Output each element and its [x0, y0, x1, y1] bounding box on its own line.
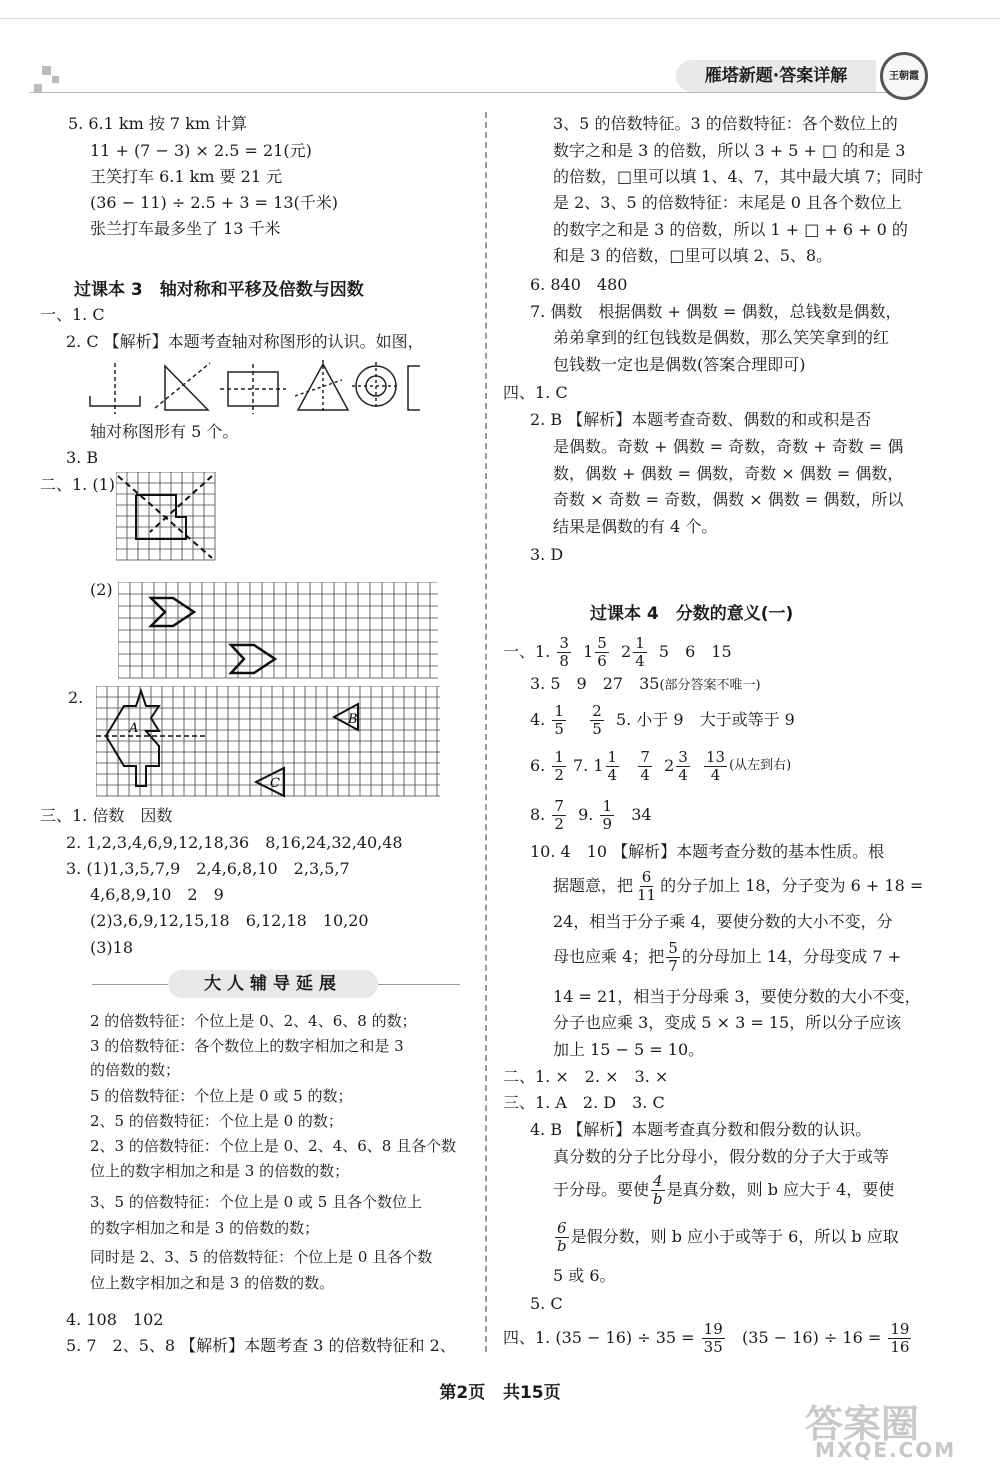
answer-line: 3. 5 9 27 35(部分答案不唯一)	[530, 674, 761, 693]
header-banner: 雁塔新题·答案详解	[676, 60, 876, 92]
answer-line: 3. B	[66, 448, 99, 467]
answer-line: 24，相当于分子乘 4，要使分数的大小不变，分	[553, 912, 893, 931]
answer-line: 是偶数。奇数 + 偶数 = 奇数，奇数 + 奇数 = 偶	[553, 437, 904, 456]
fraction: $\frac{1}{4}$	[607, 747, 618, 784]
fraction: $\frac{3}{4}$	[678, 747, 688, 784]
pill-rule-right	[378, 984, 460, 985]
item-number: 一、1.	[503, 642, 551, 661]
answer-line: 5. 7 2、5、8 【解析】本题考查 3 的倍数特征和 2、	[66, 1336, 456, 1355]
fraction: $\frac{1}{4}$	[635, 633, 645, 670]
answer-line: 5 或 6。	[553, 1266, 616, 1285]
answer-line: 的倍数，□里可以填 1、4、7，其中最大填 7；同时	[553, 167, 924, 186]
corner-square	[52, 76, 59, 83]
answer-line: 10. 4 10 【解析】本题考查分数的基本性质。根	[530, 842, 885, 861]
answer-line: 4. 108 102	[66, 1310, 164, 1329]
grid-figure-1	[116, 472, 216, 562]
answer-line: (3)18	[90, 938, 134, 957]
pill-rule-left	[92, 984, 168, 985]
fraction: $\frac{6}{11}$	[637, 867, 657, 904]
answer-line: 4. B 【解析】本题考查真分数和假分数的认识。	[530, 1120, 872, 1139]
fraction: $\frac{5}{7}$	[668, 938, 678, 975]
fraction: $\frac{7}{4}$	[640, 747, 650, 784]
answer-line: 3. (1)1,3,5,7,9 2,4,6,8,10 2,3,5,7	[66, 859, 350, 878]
answer-line: 2. 1,2,3,4,6,9,12,18,36 8,16,24,32,40,48	[66, 833, 403, 852]
answer-line: 一、1. C	[40, 305, 105, 324]
answer-line: 6. $\frac{1}{2}$ 7. 1 $\frac{1}{4}$ $\frac{7}{4}$ 2 $\frac{3}{4}$ $\frac{13}{4}$ (从左到右)	[530, 747, 792, 784]
answer-line: 四、1. (35 − 16) ÷ 35 = $\frac{19}{35}$ (35 − 16) ÷ 16 = $\frac{19}{16}$	[503, 1319, 910, 1356]
answer-line: 和是 3 的倍数，□里可以填 2、5、8。	[553, 246, 833, 265]
grid-figure-3	[96, 686, 442, 798]
corner-square	[42, 66, 51, 75]
answer-line: 于分母。要使 $\frac{4}{b}$ 是真分数，则 b 应大于 4，要使	[553, 1171, 895, 1208]
fraction: $\frac{19}{16}$	[890, 1319, 910, 1356]
fraction: $\frac{1}{5}$	[554, 701, 564, 738]
axis-line	[155, 363, 210, 408]
answer-line: 6. 840 480	[530, 275, 628, 294]
fraction: $\frac{3}{8}$	[559, 633, 569, 670]
page-total: 共15页	[502, 1383, 561, 1403]
answer-line: 5. C	[530, 1294, 563, 1313]
answer-line: 真分数的分子比分母小，假分数的分子大于或等	[553, 1147, 890, 1166]
extension-line: 的倍数的数；	[90, 1061, 181, 1079]
answer-line: 14 = 21，相当于分母乘 3，要使分数的大小不变，	[553, 987, 921, 1006]
extension-line: 位上数字相加之和是 3 的倍数的数。	[90, 1274, 335, 1292]
answer-line: 2.	[68, 688, 84, 707]
answer-line: 2. B 【解析】本题考查奇数、偶数的和或积是否	[530, 410, 872, 429]
fraction: $\frac{1}{9}$	[602, 796, 612, 833]
answer-line: 弟弟拿到的红包钱数是偶数，那么笑笑拿到的红	[553, 328, 890, 347]
fraction: $\frac{2}{5}$	[592, 701, 602, 738]
answer-line: 轴对称图形有 5 个。	[90, 422, 239, 441]
grid-figure-2	[118, 582, 440, 680]
answer-line: 11 + (7 − 3) × 2.5 = 21(元)	[90, 141, 312, 160]
answer-line: (2)	[90, 580, 113, 599]
answer-line: 4,6,8,9,10 2 9	[90, 885, 224, 904]
fraction: $\frac{5}{6}$	[597, 633, 607, 670]
label-A: A	[129, 721, 139, 736]
arrow-shape-original	[151, 598, 194, 626]
answer-line: 7. 偶数 根据偶数 + 偶数 = 偶数，总钱数是偶数，	[530, 302, 902, 321]
answer-line: 包钱数一定也是偶数(答案合理即可)	[553, 355, 806, 374]
column-divider	[485, 112, 487, 1352]
answer-line: 5. 6.1 km 按 7 km 计算	[68, 114, 248, 133]
answer-line: 是 2、3、5 的倍数特征：末尾是 0 且各个数位上	[553, 193, 903, 212]
watermark-site: MXQE.COM	[815, 1438, 957, 1462]
answer-line: 加上 15 − 5 = 10。	[553, 1040, 705, 1059]
label-B: B	[348, 712, 358, 727]
extension-line: 5 的倍数特征：个位上是 0 或 5 的数；	[90, 1087, 353, 1105]
answer-line: 3. D	[530, 545, 564, 564]
corner-square	[34, 84, 42, 92]
fraction: $\frac{1}{2}$	[554, 747, 564, 784]
axis-line	[150, 476, 212, 532]
figure-trapezoid	[408, 366, 420, 410]
label-C: C	[270, 776, 280, 791]
top-rule	[0, 18, 1000, 19]
answer-line: 数字之和是 3 的倍数，所以 3 + 5 + □ 的和是 3	[553, 141, 906, 160]
answer-line: 三、1. 倍数 因数	[40, 806, 173, 825]
symmetry-figures	[80, 358, 420, 418]
answer-line: 三、1. A 2. D 3. C	[503, 1093, 665, 1112]
axis-line	[118, 476, 212, 558]
shape-outline	[136, 495, 186, 539]
extension-line: 2 的倍数特征：个位上是 0、2、4、6、8 的数；	[90, 1012, 417, 1030]
answer-line: 张兰打车最多坐了 13 千米	[90, 219, 281, 238]
extension-line: 位上的数字相加之和是 3 的倍数的数；	[90, 1162, 350, 1180]
fraction: $\frac{4}{b}$	[653, 1171, 663, 1208]
extension-line: 3、5 的倍数特征：个位上是 0 或 5 且各个数位上	[90, 1193, 423, 1211]
fraction: $\frac{6}{b}$	[557, 1218, 567, 1255]
answer-line: 王笑打车 6.1 km 要 21 元	[90, 167, 283, 186]
fraction: $\frac{13}{4}$	[705, 747, 726, 784]
extension-line: 2、5 的倍数特征：个位上是 0 的数；	[90, 1112, 343, 1130]
answer-line: (2)3,6,9,12,15,18 6,12,18 10,20	[90, 911, 369, 930]
answer-line: $\frac{6}{b}$ 是假分数，则 b 应小于或等于 6，所以 b 应取	[557, 1218, 899, 1255]
extension-line: 3 的倍数特征：各个数位上的数字相加之和是 3	[90, 1037, 404, 1055]
axis-line	[295, 380, 342, 396]
answer-line: (36 − 11) ÷ 2.5 + 3 = 13(千米)	[90, 193, 338, 212]
page-number: 第2页	[439, 1383, 486, 1403]
answer-line: 结果是偶数的有 4 个。	[553, 517, 718, 536]
answer-line: 四、1. C	[503, 383, 568, 402]
answer-line: 2. C 【解析】本题考查轴对称图形的认识。如图，	[66, 332, 424, 351]
header-rule	[30, 92, 905, 93]
brand-logo: 王朝霞	[880, 52, 928, 100]
section-title: 过课本 4 分数的意义(一)	[590, 604, 794, 624]
answer-line: 数，偶数 + 偶数 = 偶数，奇数 × 偶数 = 偶数，	[553, 464, 904, 483]
answer-line: 奇数 × 奇数 = 奇数，偶数 × 偶数 = 偶数，所以	[553, 490, 904, 509]
extension-line: 2、3 的倍数特征：个位上是 0、2、4、6、8 且各个数	[90, 1137, 457, 1155]
answer-line: 8. $\frac{7}{2}$ 9. $\frac{1}{9}$ 34	[530, 796, 652, 833]
watermark-logo: 答案圈	[805, 1402, 920, 1446]
answer-line: 母也应乘 4；把 $\frac{5}{7}$ 的分母加上 14，分母变成 7 +	[553, 938, 902, 975]
fraction: $\frac{7}{2}$	[554, 796, 564, 833]
extension-line: 同时是 2、3、5 的倍数特征：个位上是 0 且各个数	[90, 1248, 433, 1266]
figure-triangle	[165, 366, 208, 410]
fraction: $\frac{19}{35}$	[703, 1319, 723, 1356]
section-title: 过课本 3 轴对称和平移及倍数与因数	[74, 280, 364, 300]
answer-line: 一、1. $\frac{3}{8}$ 1 $\frac{5}{6}$ 2 $\frac{1}{4}$ 5 6 15	[503, 633, 732, 670]
answer-line: 的数字之和是 3 的倍数，所以 1 + □ + 6 + 0 的	[553, 220, 908, 239]
answer-line: 3、5 的倍数特征。3 的倍数特征：各个数位上的	[553, 114, 898, 133]
answer-line: 分子也应乘 3，变成 5 × 3 = 15，所以分子应该	[553, 1013, 902, 1032]
extension-line: 的数字相加之和是 3 的倍数的数；	[90, 1219, 320, 1237]
answer-line: 4. $\frac{1}{5}$ $\frac{2}{5}$ 5. 小于 9 大于或等于 9	[530, 701, 795, 738]
extension-heading: 大人辅导延展	[168, 970, 378, 998]
answer-line: 二、1. (1)	[40, 475, 116, 494]
answer-line: 二、1. × 2. × 3. ×	[503, 1067, 669, 1086]
answer-line: 据题意，把 $\frac{6}{11}$ 的分子加上 18，分子变为 6 + 18 =	[553, 867, 924, 904]
